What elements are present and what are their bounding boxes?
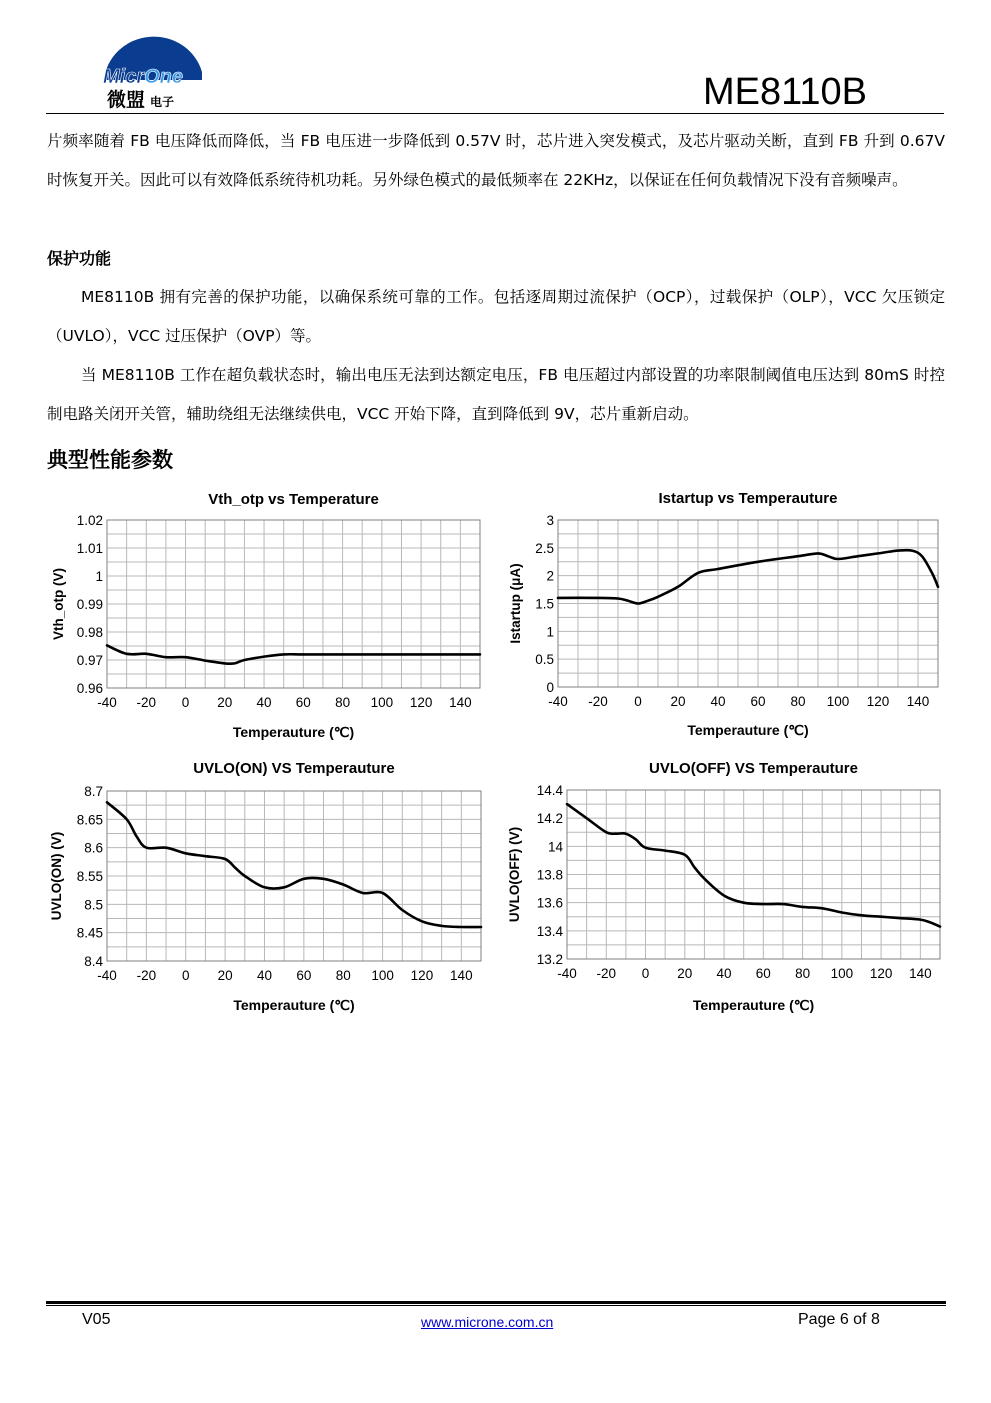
header-divider	[46, 113, 944, 114]
x-tick-label: 100	[826, 694, 850, 709]
y-tick-label: 0	[546, 680, 554, 695]
y-tick-label: 0.97	[76, 653, 103, 668]
series-line	[107, 645, 480, 663]
y-tick-label: 13.6	[536, 895, 563, 911]
x-tick-label: -20	[596, 966, 617, 981]
x-tick-label: 120	[866, 694, 890, 709]
x-tick-label: 0	[181, 695, 190, 710]
y-axis-label: Istartup (μA)	[508, 563, 523, 644]
y-tick-label: 2	[546, 568, 554, 584]
chart-uvlo-off	[497, 753, 945, 1021]
y-tick-label: 14	[547, 839, 563, 855]
x-tick-label: 20	[217, 695, 233, 710]
y-tick-label: 8.45	[76, 925, 103, 941]
logo-text-cn-small: 电子	[150, 95, 175, 109]
y-tick-label: 8.7	[84, 784, 103, 799]
x-tick-label: 60	[755, 966, 771, 981]
y-tick-label: 8.5	[84, 897, 103, 913]
x-tick-label: 120	[410, 968, 434, 983]
x-tick-label: 40	[710, 694, 726, 709]
x-tick-label: 60	[750, 694, 766, 709]
x-tick-label: 20	[677, 966, 693, 981]
x-tick-label: 80	[795, 966, 811, 981]
x-tick-label: -40	[97, 695, 117, 710]
y-tick-label: 0.5	[535, 652, 554, 668]
x-tick-label: -20	[588, 694, 608, 709]
x-tick-label: 140	[909, 966, 932, 981]
paragraph-protection: ME8110B 拥有完善的保护功能，以确保系统可靠的工作。包括逐周期过流保护（OCP），过载保护（OLP），VCC 欠压锁定（UVLO），VCC 过压保护（OVP）等。	[47, 288, 945, 345]
y-tick-label: 14.4	[536, 783, 563, 798]
x-tick-label: 120	[869, 966, 893, 981]
heading-typical-performance: 典型性能参数	[47, 448, 173, 472]
page-number: Page 6 of 8	[798, 1311, 880, 1328]
model-number: ME8110B	[702, 71, 867, 113]
y-axis-label: Vth_otp (V)	[51, 568, 66, 640]
y-tick-label: 3	[546, 513, 554, 528]
chart-vth-otp	[47, 484, 492, 746]
x-tick-label: -20	[136, 968, 157, 983]
x-tick-label: 80	[335, 695, 351, 710]
x-tick-label: 80	[790, 694, 806, 709]
x-tick-label: 80	[335, 968, 351, 983]
website-link[interactable]: www.microne.com.cn	[421, 1314, 554, 1330]
logo-text-cn: 微盟	[107, 89, 146, 111]
y-tick-label: 1.5	[535, 596, 554, 612]
x-tick-label: 120	[409, 695, 433, 710]
x-tick-label: 100	[371, 968, 394, 983]
y-tick-label: 13.8	[536, 867, 563, 883]
y-tick-label: 1	[95, 569, 103, 584]
chart-title: UVLO(OFF) VS Temperauture	[649, 760, 858, 777]
y-tick-label: 14.2	[536, 811, 563, 827]
y-tick-label: 13.2	[536, 952, 563, 967]
x-tick-label: 0	[641, 966, 650, 981]
series-line	[558, 550, 938, 603]
y-tick-label: 1.01	[76, 541, 103, 556]
x-tick-label: 40	[256, 695, 272, 710]
x-tick-label: 0	[181, 968, 190, 983]
x-axis-label: Temperauture (℃)	[233, 997, 355, 1013]
footer-divider-thin	[46, 1305, 946, 1306]
x-tick-label: 60	[296, 968, 312, 983]
y-tick-label: 2.5	[535, 540, 554, 556]
x-tick-label: 140	[450, 968, 473, 983]
paragraph-green-mode: 片频率随着 FB 电压降低而降低，当 FB 电压进一步降低到 0.57V 时，芯片进入突发模式，及芯片驱动关断，直到 FB 升到 0.67V 时恢复开关。因此可以有效降低系统待机功耗。另外绿色模式的最低频率在 22KHz，以保证在任何负载情况下没有音频噪声。	[47, 132, 945, 189]
series-line	[567, 804, 940, 927]
x-tick-label: -40	[557, 966, 577, 981]
chart-uvlo-on	[47, 753, 492, 1021]
x-tick-label: 20	[670, 694, 686, 709]
y-axis-label: UVLO(ON) (V)	[49, 831, 64, 921]
x-tick-label: 140	[906, 694, 930, 709]
x-tick-label: 40	[716, 966, 732, 981]
y-tick-label: 8.6	[84, 840, 103, 856]
heading-protection: 保护功能	[47, 249, 112, 268]
y-tick-label: 1	[546, 624, 554, 640]
x-axis-label: Temperauture (℃)	[692, 997, 815, 1013]
x-tick-label: -20	[136, 695, 157, 710]
series-line	[107, 802, 481, 927]
company-logo	[100, 20, 210, 112]
y-tick-label: 0.96	[76, 681, 103, 696]
x-tick-label: 40	[256, 968, 272, 983]
y-tick-label: 1.02	[76, 513, 103, 528]
x-axis-label: Temperauture (℃)	[232, 724, 355, 740]
x-tick-label: -40	[548, 694, 568, 709]
footer-divider-thick	[46, 1301, 946, 1304]
chart-title: Vth_otp vs Temperature	[208, 491, 379, 508]
y-tick-label: 8.55	[76, 869, 103, 884]
chart-istartup	[497, 484, 945, 746]
chart-title: Istartup vs Temperauture	[658, 490, 838, 507]
x-tick-label: 20	[217, 968, 233, 983]
y-tick-label: 8.4	[84, 954, 103, 969]
chart-title: UVLO(ON) VS Temperauture	[193, 760, 395, 777]
logo-text-en-1: Micr	[103, 66, 145, 88]
y-tick-label: 8.65	[76, 812, 103, 828]
x-axis-label: Temperauture (℃)	[687, 722, 809, 738]
x-tick-label: 0	[634, 694, 642, 709]
x-tick-label: 100	[370, 695, 394, 710]
x-tick-label: 100	[830, 966, 854, 981]
document-version: V05	[82, 1311, 111, 1328]
x-tick-label: -40	[97, 968, 117, 983]
x-tick-label: 140	[449, 695, 472, 710]
y-tick-label: 0.98	[76, 625, 103, 640]
y-axis-label: UVLO(OFF) (V)	[507, 826, 522, 923]
y-tick-label: 0.99	[76, 597, 103, 612]
logo-text-en-2: One	[144, 66, 184, 88]
x-tick-label: 60	[295, 695, 311, 710]
y-tick-label: 13.4	[536, 923, 563, 939]
paragraph-overload: 当 ME8110B 工作在超负载状态时，输出电压无法到达额定电压，FB 电压超过内部设置的功率限制阈值电压达到 80mS 时控制电路关闭开关管，辅助绕组无法继续供电，VCC 开始下降，直到降低到 9V，芯片重新启动。	[47, 366, 945, 423]
logo-text-en	[103, 66, 183, 88]
